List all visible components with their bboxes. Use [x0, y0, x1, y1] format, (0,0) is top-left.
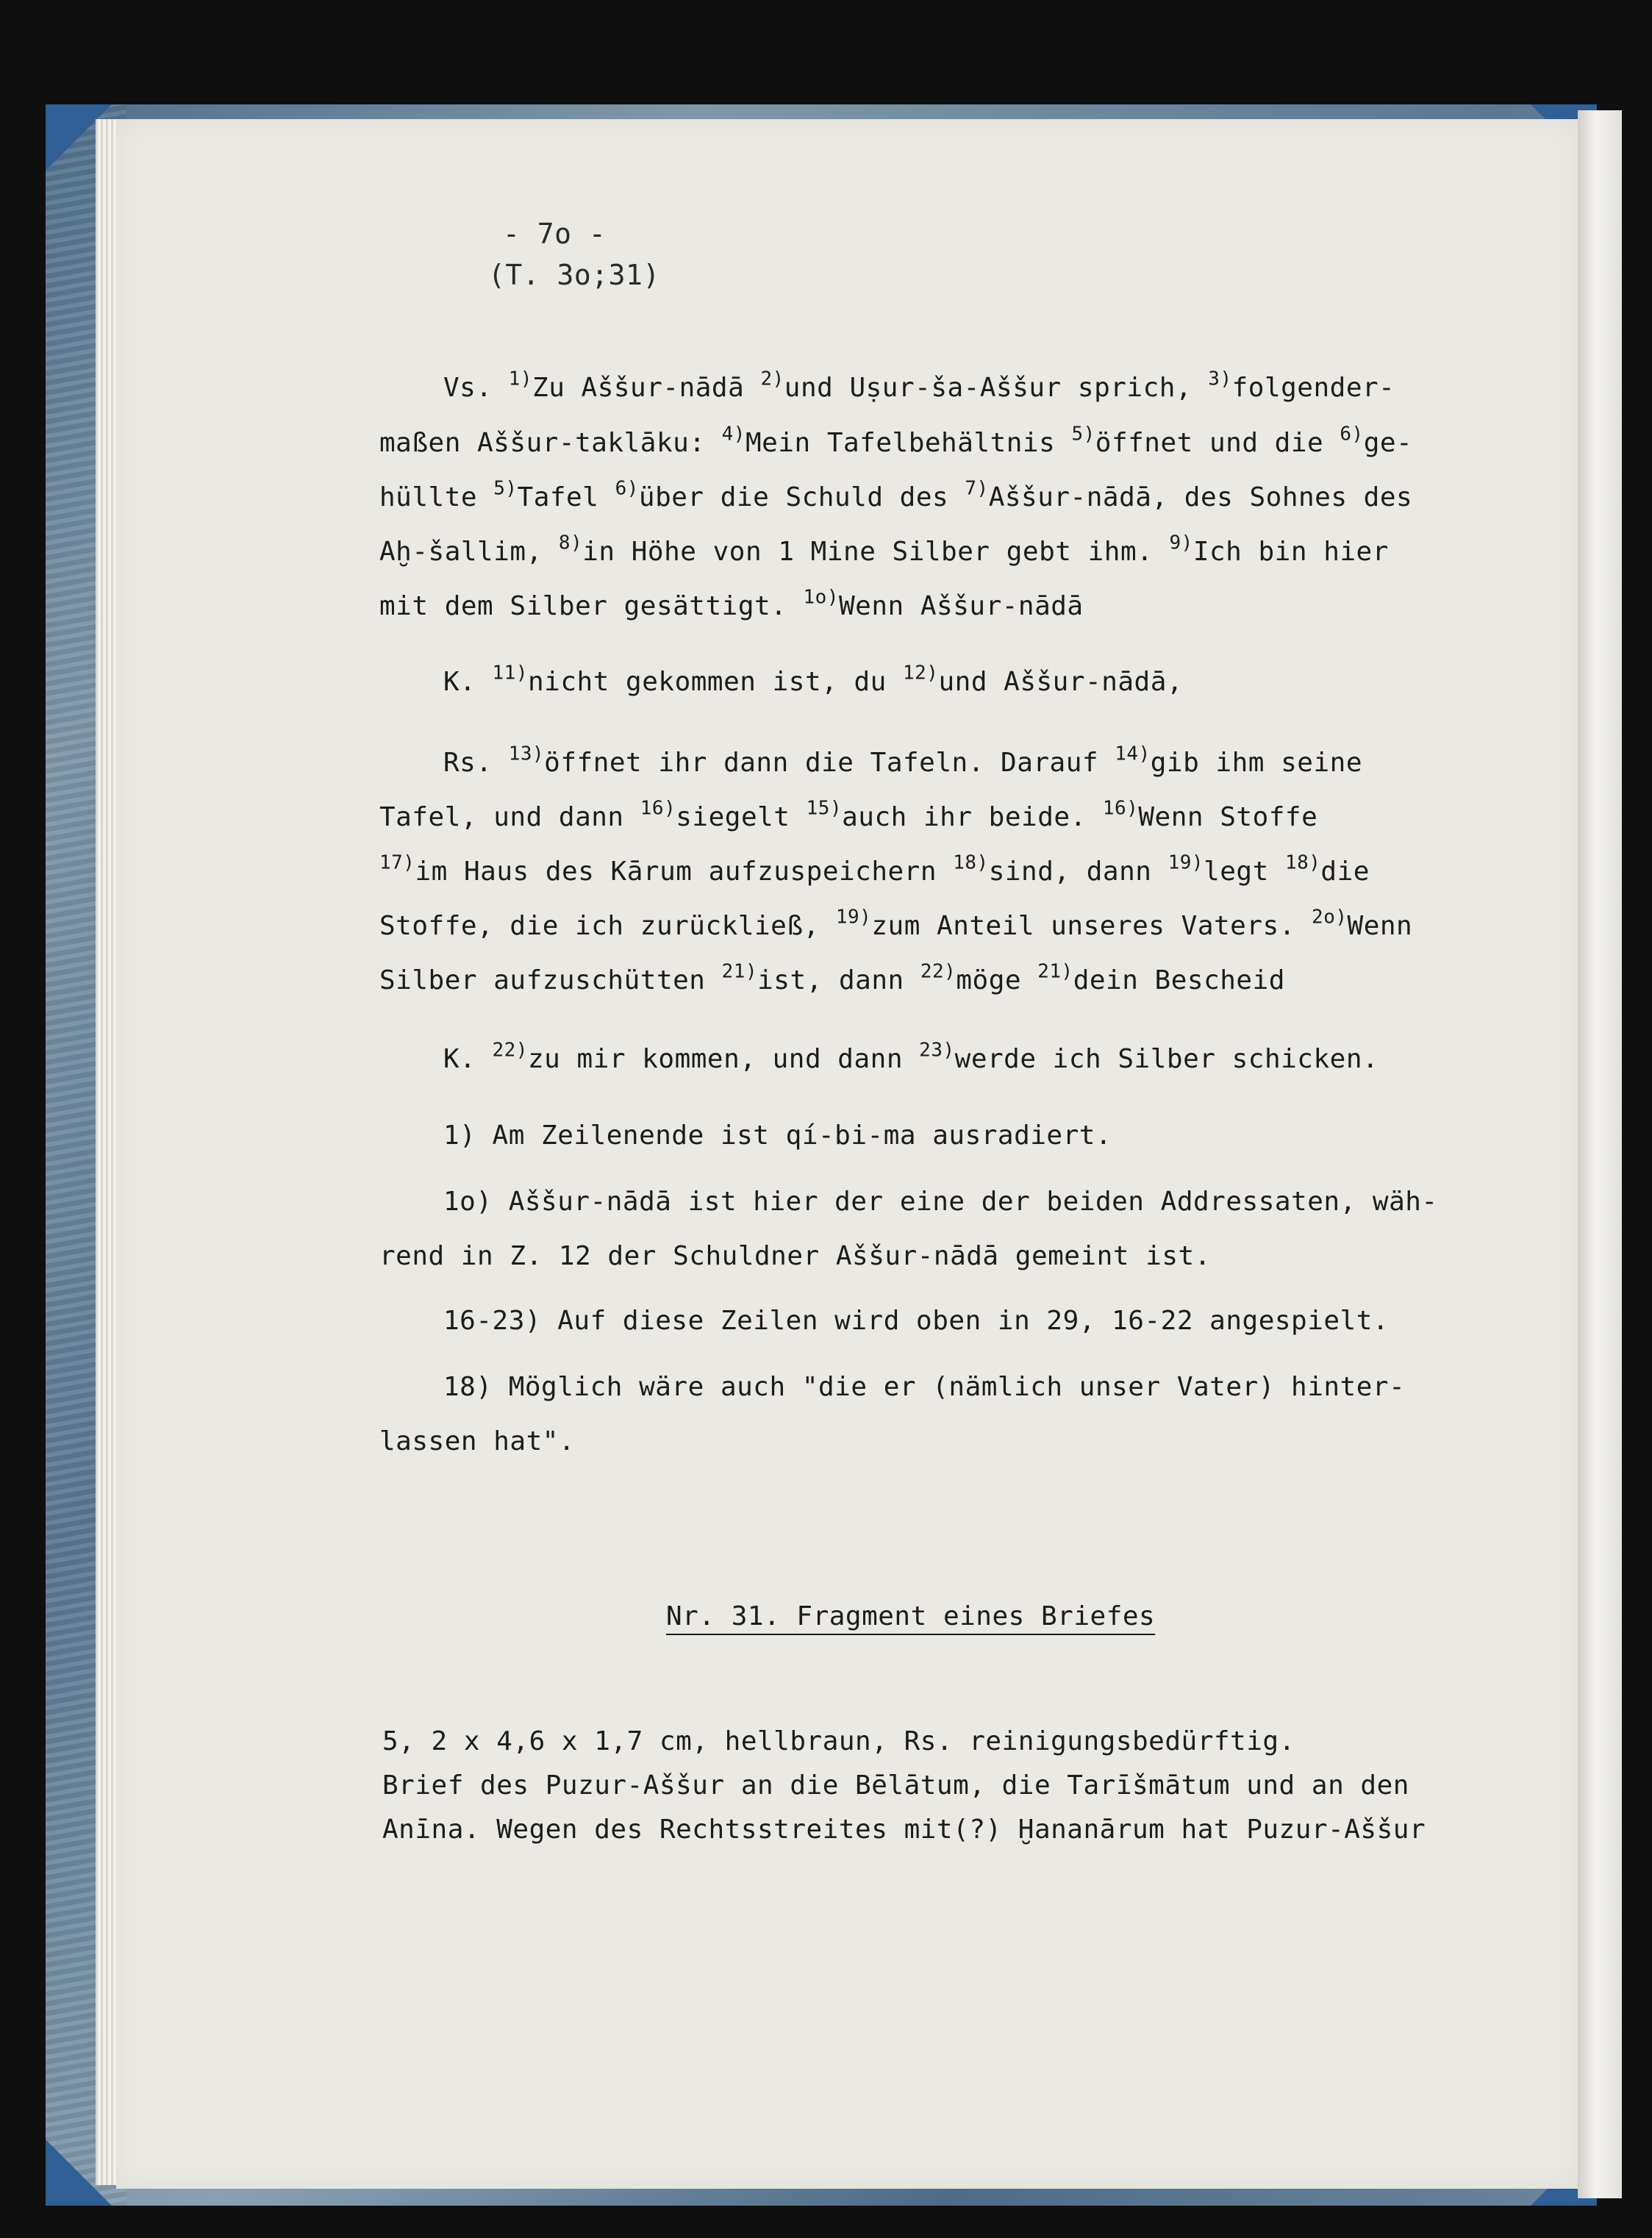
footnote-line: rend in Z. 12 der Schuldner Aššur-nādā gemeint ist. [379, 1241, 1211, 1271]
line-number-marker: 18) [1284, 851, 1321, 874]
translation-text: Stoffe, die ich zurückließ, [379, 911, 836, 941]
translation-text: Wenn Aššur-nādā [839, 591, 1084, 621]
line-number-marker: 12) [903, 662, 939, 684]
line-number-marker: 21) [1037, 960, 1073, 983]
translation-text: K. [443, 667, 493, 697]
translation-text: im Haus des Kārum aufzuspeichern [415, 857, 954, 887]
translation-text: zu mir kommen, und dann [528, 1044, 920, 1074]
translation-text: ge- [1363, 428, 1413, 458]
translation-text: öffnet und die [1095, 428, 1340, 458]
translation-text: folgender- [1231, 373, 1395, 403]
translation-text: Zu Aššur-nādā [532, 373, 761, 403]
footnote-line: 18) Möglich wäre auch "die er (nämlich unser Vater) hinter- [443, 1372, 1406, 1402]
line-number-marker: 16) [1102, 797, 1139, 820]
line-number-marker: 6) [1340, 423, 1364, 446]
line-number-marker: 2) [760, 368, 784, 390]
line-number-marker: 16) [640, 797, 676, 820]
translation-text: Tafel [517, 482, 615, 512]
translation-line [379, 906, 1413, 941]
translation-line [443, 1039, 1379, 1074]
line-number-marker: 13) [508, 743, 545, 765]
translation-text: über die Schuld des [638, 482, 965, 512]
translation-line [379, 851, 1370, 887]
translation-text: Mein Tafelbehältnis [745, 428, 1072, 458]
translation-text: Wenn Stoffe [1138, 802, 1318, 832]
translation-line [443, 743, 1362, 778]
line-number-marker: 5) [493, 477, 518, 500]
line-number-marker: 17) [379, 851, 415, 874]
footnote-line: 16-23) Auf diese Zeilen wird oben in 29, 16-22 angespielt. [443, 1306, 1390, 1336]
translation-text: dein Bescheid [1073, 965, 1285, 995]
translation-text: siegelt [676, 802, 807, 832]
translation-text: ist, dann [757, 965, 920, 995]
translation-text: Wenn [1347, 911, 1413, 941]
footnote-line: lassen hat". [379, 1426, 576, 1456]
section-title: Nr. 31. Fragment eines Briefes [666, 1601, 1156, 1631]
translation-text: werde ich Silber schicken. [954, 1044, 1379, 1074]
translation-text: möge [956, 965, 1038, 995]
translation-text: zum Anteil unseres Vaters. [871, 911, 1312, 941]
translation-text: maßen Aššur-taklāku: [379, 428, 722, 458]
facing-page-edge [1578, 110, 1622, 2198]
translation-text: Rs. [443, 748, 509, 778]
line-number-marker: 14) [1115, 743, 1151, 765]
description-line: 5, 2 x 4,6 x 1,7 cm, hellbraun, Rs. reinigungsbedürftig. [382, 1726, 1295, 1756]
line-number-marker: 21) [721, 960, 758, 983]
translation-text: gib ihm seine [1150, 748, 1362, 778]
translation-line [443, 662, 1184, 697]
translation-text: die [1320, 857, 1370, 887]
line-number-marker: 2o) [1312, 906, 1348, 929]
line-number-marker: 5) [1071, 423, 1095, 446]
translation-text: Tafel, und dann [379, 802, 640, 832]
translation-text: Aššur-nādā, des Sohnes des [988, 482, 1413, 512]
tablet-reference: (T. 3o;31) [488, 259, 660, 291]
line-number-marker: 22) [492, 1039, 528, 1062]
line-number-marker: 1) [508, 368, 533, 390]
translation-text: mit dem Silber gesättigt. [379, 591, 804, 621]
translation-text: Aḫ-šallim, [379, 537, 559, 567]
line-number-marker: 8) [558, 532, 583, 554]
translation-line [379, 797, 1318, 832]
translation-line [379, 532, 1389, 567]
line-number-marker: 6) [615, 477, 639, 500]
translation-line [443, 368, 1395, 403]
line-number-marker: 9) [1169, 532, 1193, 554]
translation-line [379, 960, 1285, 995]
line-number-marker: 15) [806, 797, 843, 820]
footnote-line: 1) Am Zeilenende ist qí-bi-ma ausradiert. [443, 1120, 1112, 1151]
translation-text: auch ihr beide. [842, 802, 1103, 832]
translation-text: Ich bin hier [1192, 537, 1389, 567]
line-number-marker: 4) [721, 423, 745, 446]
page-number: - 7o - [503, 218, 607, 250]
book-page [116, 119, 1579, 2189]
line-number-marker: 23) [919, 1039, 955, 1062]
line-number-marker: 22) [920, 960, 956, 983]
translation-text: nicht gekommen ist, du [528, 667, 903, 697]
translation-line [379, 586, 1084, 621]
line-number-marker: 19) [1168, 851, 1204, 874]
translation-text: hüllte [379, 482, 494, 512]
translation-text: Vs. [443, 373, 509, 403]
line-number-marker: 11) [492, 662, 528, 684]
translation-text: K. [443, 1044, 493, 1074]
translation-text: und Uṣur-ša-Aššur sprich, [784, 373, 1209, 403]
line-number-marker: 18) [953, 851, 989, 874]
translation-text: in Höhe von 1 Mine Silber gebt ihm. [582, 537, 1170, 567]
line-number-marker: 19) [835, 906, 872, 929]
translation-line [379, 423, 1413, 458]
line-number-marker: 7) [965, 477, 989, 500]
translation-text: Silber aufzuschütten [379, 965, 722, 995]
footnote-line: 1o) Aššur-nādā ist hier der eine der beiden Addressaten, wäh- [443, 1187, 1438, 1217]
translation-text: sind, dann [988, 857, 1168, 887]
line-number-marker: 3) [1208, 368, 1232, 390]
translation-text: legt [1204, 857, 1285, 887]
translation-text: und Aššur-nādā, [938, 667, 1184, 697]
line-number-marker: 1o) [803, 586, 839, 609]
description-line: Brief des Puzur-Aššur an die Bēlātum, die Tarīšmātum und an den [382, 1770, 1409, 1801]
description-line: Anīna. Wegen des Rechtsstreites mit(?) Ḫananārum hat Puzur-Aššur [382, 1815, 1426, 1845]
translation-line [379, 477, 1413, 512]
translation-text: öffnet ihr dann die Tafeln. Darauf [544, 748, 1115, 778]
